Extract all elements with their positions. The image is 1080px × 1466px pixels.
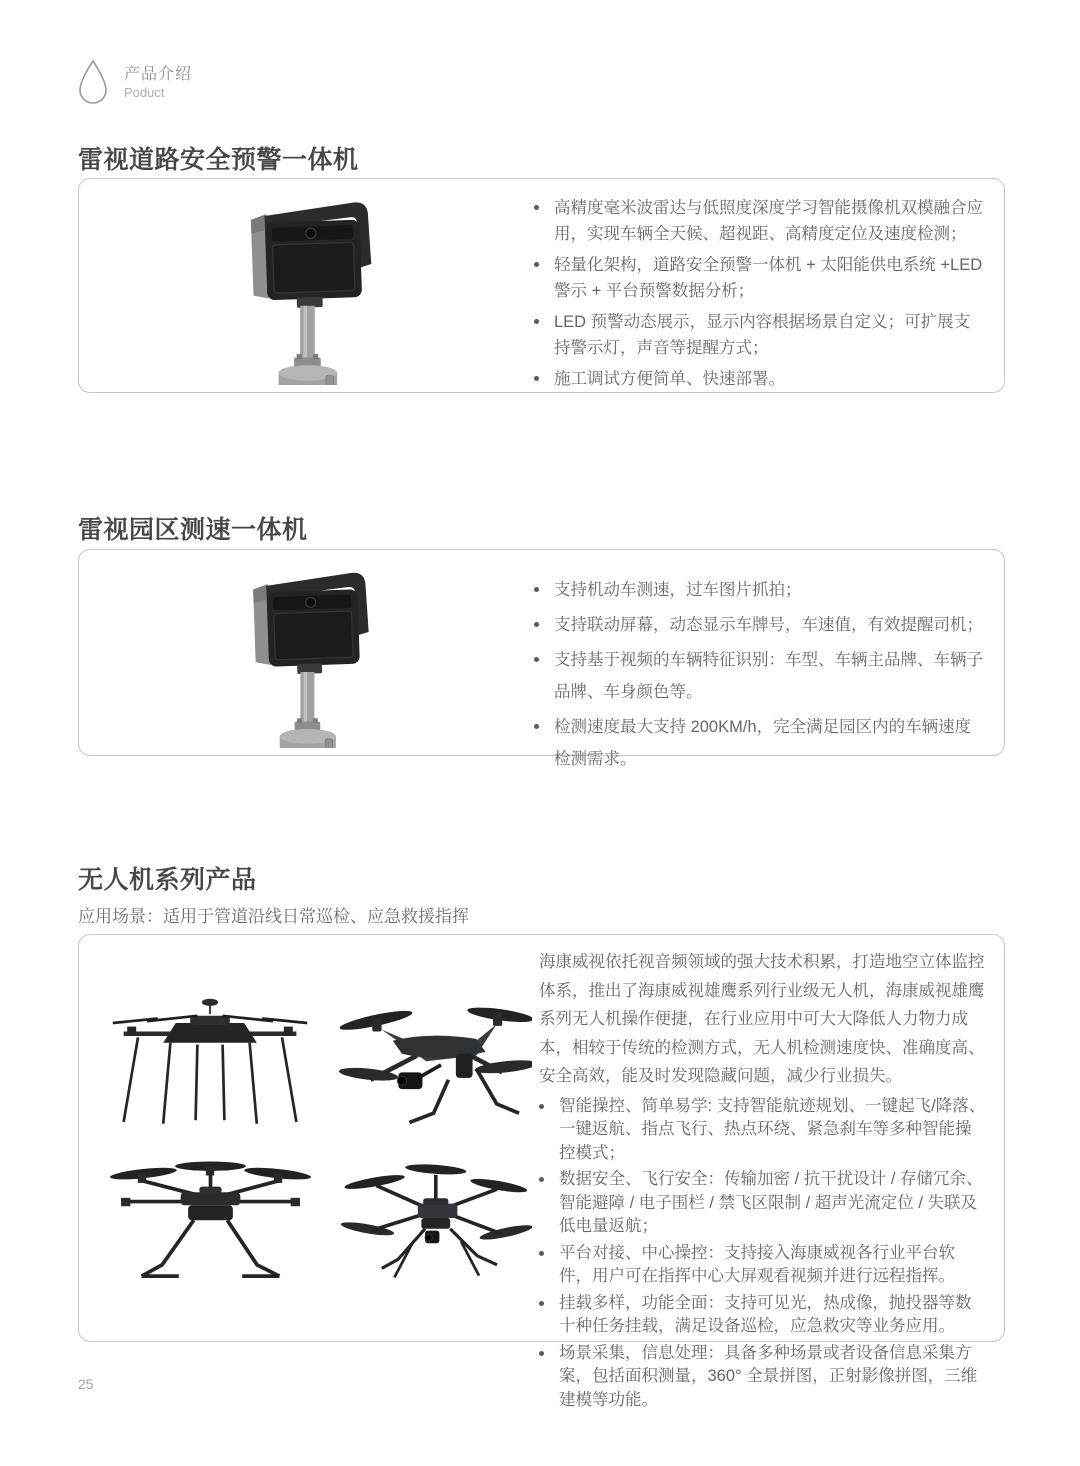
bullet-item [534,195,984,247]
drone-text-area [539,935,1004,1409]
bullet-item [534,366,984,392]
radar-camera-image [187,558,427,748]
bullet-item [539,1095,986,1166]
bullet-dot [539,1251,544,1256]
bullet-item [534,574,984,606]
product-image-area [79,550,534,755]
droplet-icon [76,58,110,106]
bullet-text: 支持基于视频的车辆特征识别：车型、车辆主品牌、车辆子品牌、车身颜色等。 [554,651,983,701]
bullet-text: 智能操控、简单易学: 支持智能航迹规划、一键起飞/降落、一键返航、指点飞行、热点环绕、紧急刹车等多种智能操控模式； [559,1096,986,1162]
feature-list-road-warning [534,195,984,392]
bullet-item [534,309,984,361]
bullet-text: 检测速度最大支持 200KM/h，完全满足园区内的车辆速度检测需求。 [554,718,972,768]
bullet-text: 平台对接、中心操控：支持接入海康威视各行业平台软件，用户可在指挥中心大屏观看视频并进行远程指挥。 [559,1243,955,1285]
drone-cell [107,993,313,1134]
drone-application-subtitle: 应用场景：适用于管道沿线日常巡检、应急救援指挥 [78,907,469,926]
bullet-dot [534,262,539,267]
quadcopter-gimbal-image [337,994,532,1134]
section-title-road-warning: 雷视道路安全预警一体机 [78,146,359,174]
bullet-text: LED 预警动态展示，显示内容根据场景自定义；可扩展支持警示灯，声音等提醒方式； [554,313,971,357]
bullet-dot [534,657,539,662]
section-title-drones: 无人机系列产品 [78,866,257,894]
product-feature-list-area [534,179,1004,392]
drone-images-area [79,935,539,1341]
header-title-en: Poduct [124,84,165,100]
bullet-dot [539,1104,544,1109]
section-title-speed-camera: 雷视园区测速一体机 [78,516,308,544]
bullet-item [539,1342,986,1413]
hexacopter-front-image [110,996,310,1131]
bullet-text: 场景采集，信息处理：具备多种场景或者设备信息采集方案，包括面积测量，360° 全景拼图，正射影像拼图，三维建模等功能。 [559,1343,978,1409]
bullet-item [539,1292,986,1339]
bullet-item [539,1168,986,1239]
radar-camera-image [182,187,432,385]
hexacopter-wide-image [108,1153,313,1293]
product-image-area [79,179,534,392]
feature-list-speed-camera [534,574,984,775]
page-number: 25 [78,1376,94,1392]
bullet-item [534,609,984,641]
drone-intro-paragraph: 海康威视依托视音频领域的强大技术积累，打造地空立体监控体系，推出了海康威视雄鹰系列行业级无人机，海康威视雄鹰系列无人机操作便捷，在行业应用中可大大降低人力物力成本，相较于传统的检测方式，无人机检测速度快、准确度高、安全高效，能及时发现隐藏问题，减少行业损失。 [539,953,985,1085]
bullet-dot [534,376,539,381]
bullet-text: 支持联动屏幕，动态显示车牌号，车速值，有效提醒司机； [554,616,983,634]
bullet-dot [534,319,539,324]
bullet-dot [534,587,539,592]
product-box-road-warning [78,178,1005,393]
bullet-text: 数据安全、飞行安全：传输加密 / 抗干扰设计 / 存储冗余、智能避障 / 电子围栏 / 禁飞区限制 / 超声光流定位 / 失联及低电量返航； [559,1170,983,1235]
bullet-text: 轻量化架构，道路安全预警一体机 + 太阳能供电系统 +LED 警示 + 平台预警数据分析； [554,256,983,300]
bullet-text: 挂载多样，功能全面：支持可见光，热成像，抛投器等数十种任务挂载，满足设备巡检，应急救灾等业务应用。 [559,1293,972,1335]
header-text [124,63,192,101]
hexacopter-three-quarter-image [334,1155,534,1290]
bullet-dot [539,1301,544,1306]
product-box-speed-camera [78,549,1005,768]
bullet-item [534,711,984,775]
bullet-text: 高精度毫米波雷达与低照度深度学习智能摄像机双模融合应用，实现车辆全天候、超视距、高精度定位及速度检测； [554,199,983,243]
drone-cell [107,1152,313,1293]
bullet-item [534,644,984,708]
drone-cell [331,1152,537,1293]
bullet-dot [539,1177,544,1182]
drone-cell [331,993,537,1134]
page-header [76,58,192,106]
feature-list-drones [539,1095,986,1413]
bullet-dot [539,1351,544,1356]
bullet-item [534,252,984,304]
bullet-dot [534,622,539,627]
bullet-text: 施工调试方便简单、快速部署。 [554,370,785,388]
drone-image-grid [107,993,537,1293]
bullet-dot [534,205,539,210]
header-title-zh: 产品介绍 [124,65,193,83]
bullet-text: 支持机动车测速，过车图片抓拍； [554,581,802,599]
bullet-dot [534,724,539,729]
bullet-item [539,1242,986,1289]
product-feature-list-area [534,550,1004,768]
